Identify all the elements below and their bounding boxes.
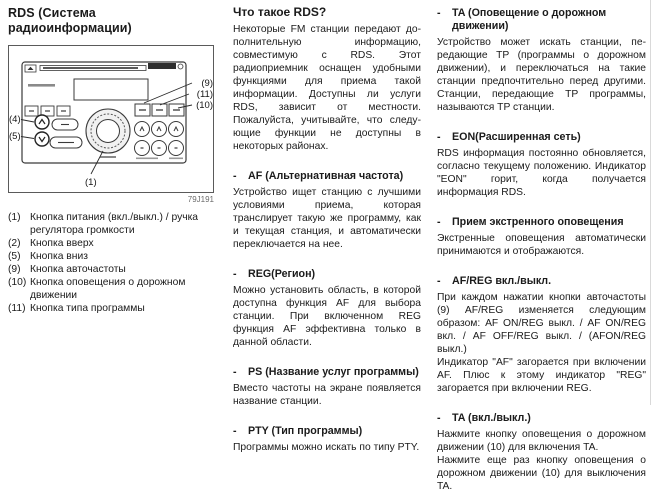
section-eon xyxy=(437,131,646,199)
legend-text: Кнопка оповещения о дорожном движении xyxy=(30,277,186,301)
section-emergency xyxy=(437,216,646,258)
section-body: Нажмите еще раз кнопку оповещения о дорожном движении (10) для выключения TA. xyxy=(437,455,646,492)
section-ta xyxy=(437,7,646,114)
section-body: RDS информация постоянно обновляется, согласно текущему положению. Индикатор "EON" горит, когда получается информация RDS. xyxy=(437,148,646,198)
down-button xyxy=(35,132,49,146)
section-heading: Прием экстренного оповещения xyxy=(452,216,624,228)
what-is-rds-heading: Что такое RDS? xyxy=(233,5,327,19)
section-body: Программы можно искать по типу PTY. xyxy=(233,442,420,453)
callout-label-9: (9) xyxy=(201,78,213,89)
legend-item xyxy=(8,211,215,237)
bullet-dash: - xyxy=(437,412,441,424)
section-heading: TA (Оповещение о дорожном движении) xyxy=(452,7,607,32)
section-af xyxy=(233,170,421,251)
legend-text: Кнопка типа программы xyxy=(30,303,145,314)
legend-item xyxy=(8,237,215,250)
legend-item xyxy=(8,263,215,276)
bullet-dash: - xyxy=(437,216,441,228)
brand-text xyxy=(28,84,55,87)
legend-text: Кнопка авточастоты xyxy=(30,264,126,275)
bullet-dash: - xyxy=(437,275,441,287)
section-ta-toggle xyxy=(437,412,646,493)
radio-diagram-svg xyxy=(8,45,214,193)
section-heading: PTY (Тип программы) xyxy=(248,425,363,437)
radio-figure xyxy=(8,45,215,193)
section-heading: AF/REG вкл./выкл. xyxy=(452,275,552,287)
legend-item xyxy=(8,250,215,263)
bullet-dash: - xyxy=(233,268,237,280)
legend xyxy=(8,211,215,315)
page-title: RDS (Система радиоинформации) xyxy=(8,6,132,35)
bullet-dash: - xyxy=(233,170,237,182)
column-rds-functions xyxy=(437,0,646,493)
figure-code: 79J191 xyxy=(187,195,214,204)
intro-paragraph: Некоторые FM станции передают дополнительную информацию, совместимую с RDS. Этот радиоприемник оснащен удобными функциями для приема такой информации. Доступны ли услуги RDS, зависит от местности. Пожалуйста, учитывайте, что следующие функции не доступны в некоторых районах. xyxy=(233,24,421,152)
section-af-reg-toggle xyxy=(437,275,646,395)
callout-label-5: (5) xyxy=(9,131,21,142)
section-body: Вместо частоты на экране появляется название станции. xyxy=(233,383,421,407)
brand-badge xyxy=(148,63,176,69)
section-heading: TA (вкл./выкл.) xyxy=(452,412,531,424)
section-heading: EON(Расширенная сеть) xyxy=(452,131,581,143)
section-body: Устройство может искать станции, передающие TP (программы о дорожном движении), и переключаться на такие станции предпочтительно перед другими. Станции, передающие TP программы, называются TP станции. xyxy=(437,37,646,113)
section-pty xyxy=(233,425,421,454)
section-body: Устройство ищет станцию с лучшими условиями приема, которая транслирует такую же программу, как и текущая станция, и автоматически переключается на нее. xyxy=(233,187,421,250)
legend-num: (9) xyxy=(8,264,21,275)
column-diagram xyxy=(8,0,215,315)
section-body: При каждом нажатии кнопки авточастоты (9) AF/REG изменяется следующим образом: AF ON/REG выкл. / AF ON/REG вкл. / AF OFF/REG выкл. / (AFON/REG выкл.) xyxy=(437,292,646,355)
legend-item xyxy=(8,302,215,315)
section-body: Индикатор "AF" загорается при включении AF. Плюс к этому индикатор "REG" загорается при включении REG. xyxy=(437,357,646,394)
section-heading: PS (Название услуг программы) xyxy=(248,366,419,378)
callout-label-11: (11) xyxy=(196,89,213,100)
legend-text: Кнопка питания (вкл./выкл.) / ручка регулятора громкости xyxy=(30,212,199,236)
bullet-dash: - xyxy=(437,7,441,19)
section-body: Нажмите кнопку оповещения о дорожном движении (10) для включения TA. xyxy=(437,429,646,453)
legend-num: (5) xyxy=(8,251,21,262)
callout-label-1: (1) xyxy=(85,177,97,188)
callout-label-4: (4) xyxy=(9,114,21,125)
bullet-dash: - xyxy=(437,131,441,143)
section-heading: AF (Альтернативная частота) xyxy=(248,170,404,182)
section-body: Экстренные оповещения автоматически принимаются и отображаются. xyxy=(437,233,646,257)
display-screen xyxy=(74,79,148,100)
legend-num: (10) xyxy=(8,277,27,288)
up-button xyxy=(35,115,49,129)
section-heading: REG(Регион) xyxy=(248,268,316,280)
section-reg xyxy=(233,268,421,349)
legend-text: Кнопка вниз xyxy=(30,251,88,262)
section-body: Можно установить область, в которой доступна функция AF для выбора станции. При включенном REG функция AF эффективна только в данной области. xyxy=(233,285,421,348)
legend-item xyxy=(8,276,215,302)
legend-num: (2) xyxy=(8,238,21,249)
legend-num: (1) xyxy=(8,212,21,223)
bullet-dash: - xyxy=(233,366,237,378)
bullet-dash: - xyxy=(233,425,237,437)
section-ps xyxy=(233,366,421,408)
legend-text: Кнопка вверх xyxy=(30,238,94,249)
callout-label-10: (10) xyxy=(196,100,213,111)
legend-num: (11) xyxy=(8,303,26,314)
column-what-is-rds xyxy=(233,0,421,454)
